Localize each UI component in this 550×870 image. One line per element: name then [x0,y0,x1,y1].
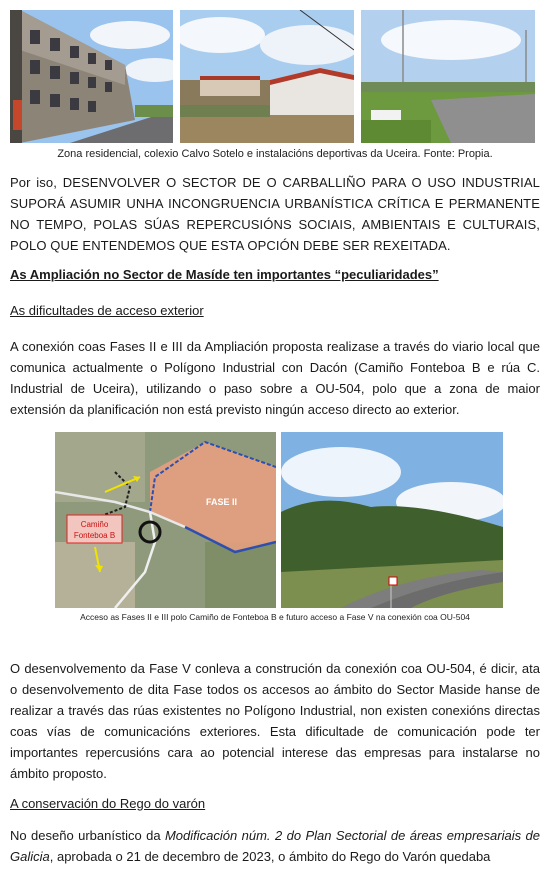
map-label-phase: FASE II [206,497,238,507]
sports-facilities-photo [361,10,535,143]
heading-rego-varon: A conservación do Rego do varón [10,796,206,811]
paragraph-connection: A conexión coas Fases II e III da Ampliación proposta realizase a través do viario local que comunica actualmente o Polígono Industrial con Dacón (Camiño Fonteboa B e rúa C. Industrial de Uceira), utilizando o paso sobre a OU-504, polo que a zona de maior extensión da planificación non está previsto ningún acceso directo ao exterior. [10,339,540,417]
heading-maside-peculiarities: As Ampliación no Sector de Masíde ten importantes “peculiaridades” [10,267,439,282]
map-label-fonteboa: Fonteboa B [73,531,116,540]
residential-building-photo [10,10,173,143]
paragraph-modification-suffix: , aprobada o 21 de decembro de 2023, o ámbito do Rego do Varón quedaba [49,849,491,864]
map-label-camino: Camiño [80,520,109,529]
access-map [55,432,276,608]
top-photos-caption: Zona residencial, colexio Calvo Sotelo e instalacións deportivas da Uceira. Fonte: Propia. [57,148,493,160]
paragraph-incongruence: Por iso, DESENVOLVER O SECTOR DE O CARBALLIÑO PARA O USO INDUSTRIAL SUPORÁ ASUMIR UNHA INCONGRUENCIA URBANÍSTICA CRÍTICA E PERMANENTE NO TEMPO, POLAS SÚAS REPERCUSIÓNS SOCIAIS, AMBIENTAIS E CULTURAIS, POLO QUE ENTENDEMOS QUE ESTA OPCIÓN DEBE SER REXEITADA. [10,175,540,253]
ou504-road-photo [281,432,503,608]
paragraph-modification-title: Modificación núm. 2 do Plan Sectorial de áreas empresariais de Galicia [10,828,540,864]
paragraph-phase-v: O desenvolvemento da Fase V conleva a construción da conexión coa OU-504, é dicir, ata o desenvolvemento de dita Fase todos os accesos ao ámbito do Sector Maside hanse de realizar a través das rúas existentes no Polígono Industrial, non existen conexións directas coas vías de comunicacións exteriores. Esta dificultade de comunicación pode ter importantes repercusións cara ao potencial interese das empresas para instalarse no ámbito proposto. [10,661,540,781]
paragraph-modification-prefix: No deseño urbanístico da [10,828,165,843]
map-photos-caption: Acceso as Fases II e III polo Camiño de Fonteboa B e futuro acceso a Fase V na conexión coa OU-504 [80,612,470,622]
school-buildings-photo [180,10,354,143]
heading-access-difficulties: As dificultades de acceso exterior [10,303,204,318]
paragraph-modification [10,825,540,867]
